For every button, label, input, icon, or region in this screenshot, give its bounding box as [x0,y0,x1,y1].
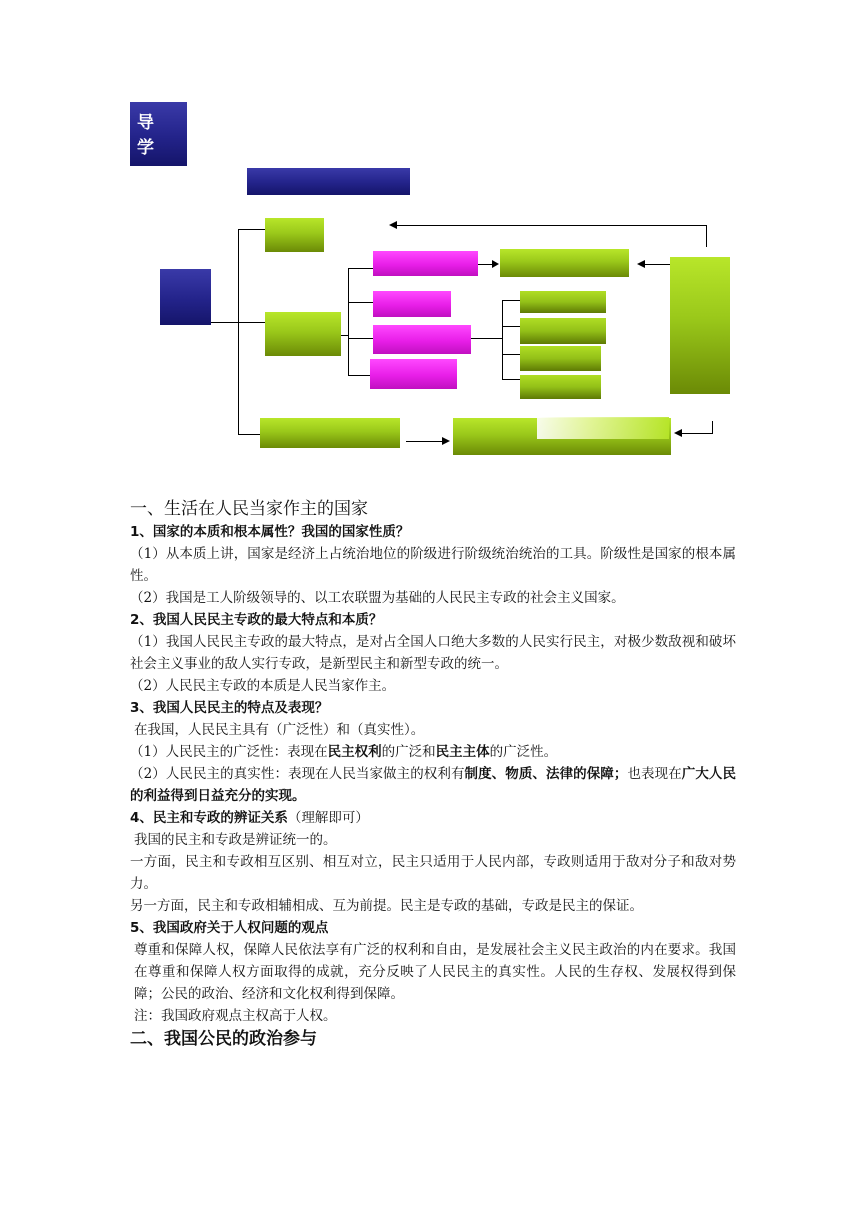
bottom-highlight [537,417,669,439]
arrow-left-icon [637,260,645,268]
answer-1-1: （1）从本质上讲，国家是经济上占统治地位的阶级进行阶级统治统治的工具。阶级性是国家的根本属性。 [130,546,736,584]
magenta-box-2 [373,291,451,317]
branch-box-1 [265,218,324,252]
answer-5-1: 尊重和保障人权，保障人民依法享有广泛的权利和自由，是发展社会主义民主政治的内在要求。我国在尊重和保障人权方面取得的成就，充分反映了人民民主的真实性。人民的生存权、发展权得到保障；公民的政治、经济和文化权利得到保障。 [134,942,736,1002]
section1-heading: 一、生活在人民当家作主的国家 [130,499,368,519]
magenta-box-1 [373,251,478,276]
answer-3-2: （2）人民民主的真实性：表现在人民当家做主的权利有制度、物质、法律的保障；也表现在广大人民的利益得到日益充分的实现。 [130,766,737,804]
guide-title-text: 导 学 [137,113,160,158]
section2-heading: 二、我国公民的政治参与 [130,1029,317,1049]
branch-box-3 [260,418,400,448]
answer-4-2: 另一方面，民主和专政相辅相成、互为前提。民主是专政的基础，专政是民主的保证。 [130,898,643,914]
answer-3-intro: 在我国，人民民主具有（广泛性）和（真实性）。 [134,722,425,738]
question-4: 4、民主和专政的辨证关系（理解即可） [130,810,369,826]
question-3: 3、我国人民民主的特点及表现？ [130,700,329,716]
magenta-box-4 [370,359,457,389]
small-green-box-4 [520,375,601,399]
answer-2-2: （2）人民民主专政的本质是人民当家作主。 [130,678,396,694]
arrow-right-icon [442,437,450,445]
guide-title-box [130,102,187,166]
top-banner-box [247,168,410,195]
small-green-box-2 [520,318,606,344]
question-5: 5、我国政府关于人权问题的观点 [130,920,329,936]
wide-green-box [500,249,629,277]
answer-4-intro: 我国的民主和专政是辨证统一的。 [134,832,337,848]
small-green-box-1 [520,291,606,313]
question-2: 2、我国人民民主专政的最大特点和本质？ [130,612,383,628]
answer-1-2: （2）我国是工人阶级领导的、以工农联盟为基础的人民民主专政的社会主义国家。 [130,590,625,606]
right-tall-box [670,257,730,394]
answer-5-note: 注：我国政府观点主权高于人权。 [134,1008,337,1024]
root-box [160,269,211,325]
small-green-box-3 [520,346,601,371]
arrow-right-icon [492,260,499,268]
magenta-box-3 [373,325,471,354]
arrow-left-icon [389,221,397,229]
branch-box-2 [265,312,341,356]
answer-2-1: （1）我国人民民主专政的最大特点，是对占全国人口绝大多数的人民实行民主，对极少数敌视和破坏社会主义事业的敌人实行专政，是新型民主和新型专政的统一。 [130,634,736,672]
answer-3-1: （1）人民民主的广泛性：表现在民主权利的广泛和民主主体的广泛性。 [130,744,558,760]
answer-4-1: 一方面，民主和专政相互区别、相互对立，民主只适用于人民内部，专政则适用于敌对分子和敌对势力。 [130,854,736,892]
arrow-left-icon [674,429,682,437]
study-notes [130,497,736,1051]
question-1: 1、国家的本质和根本属性？我国的国家性质？ [130,524,410,540]
